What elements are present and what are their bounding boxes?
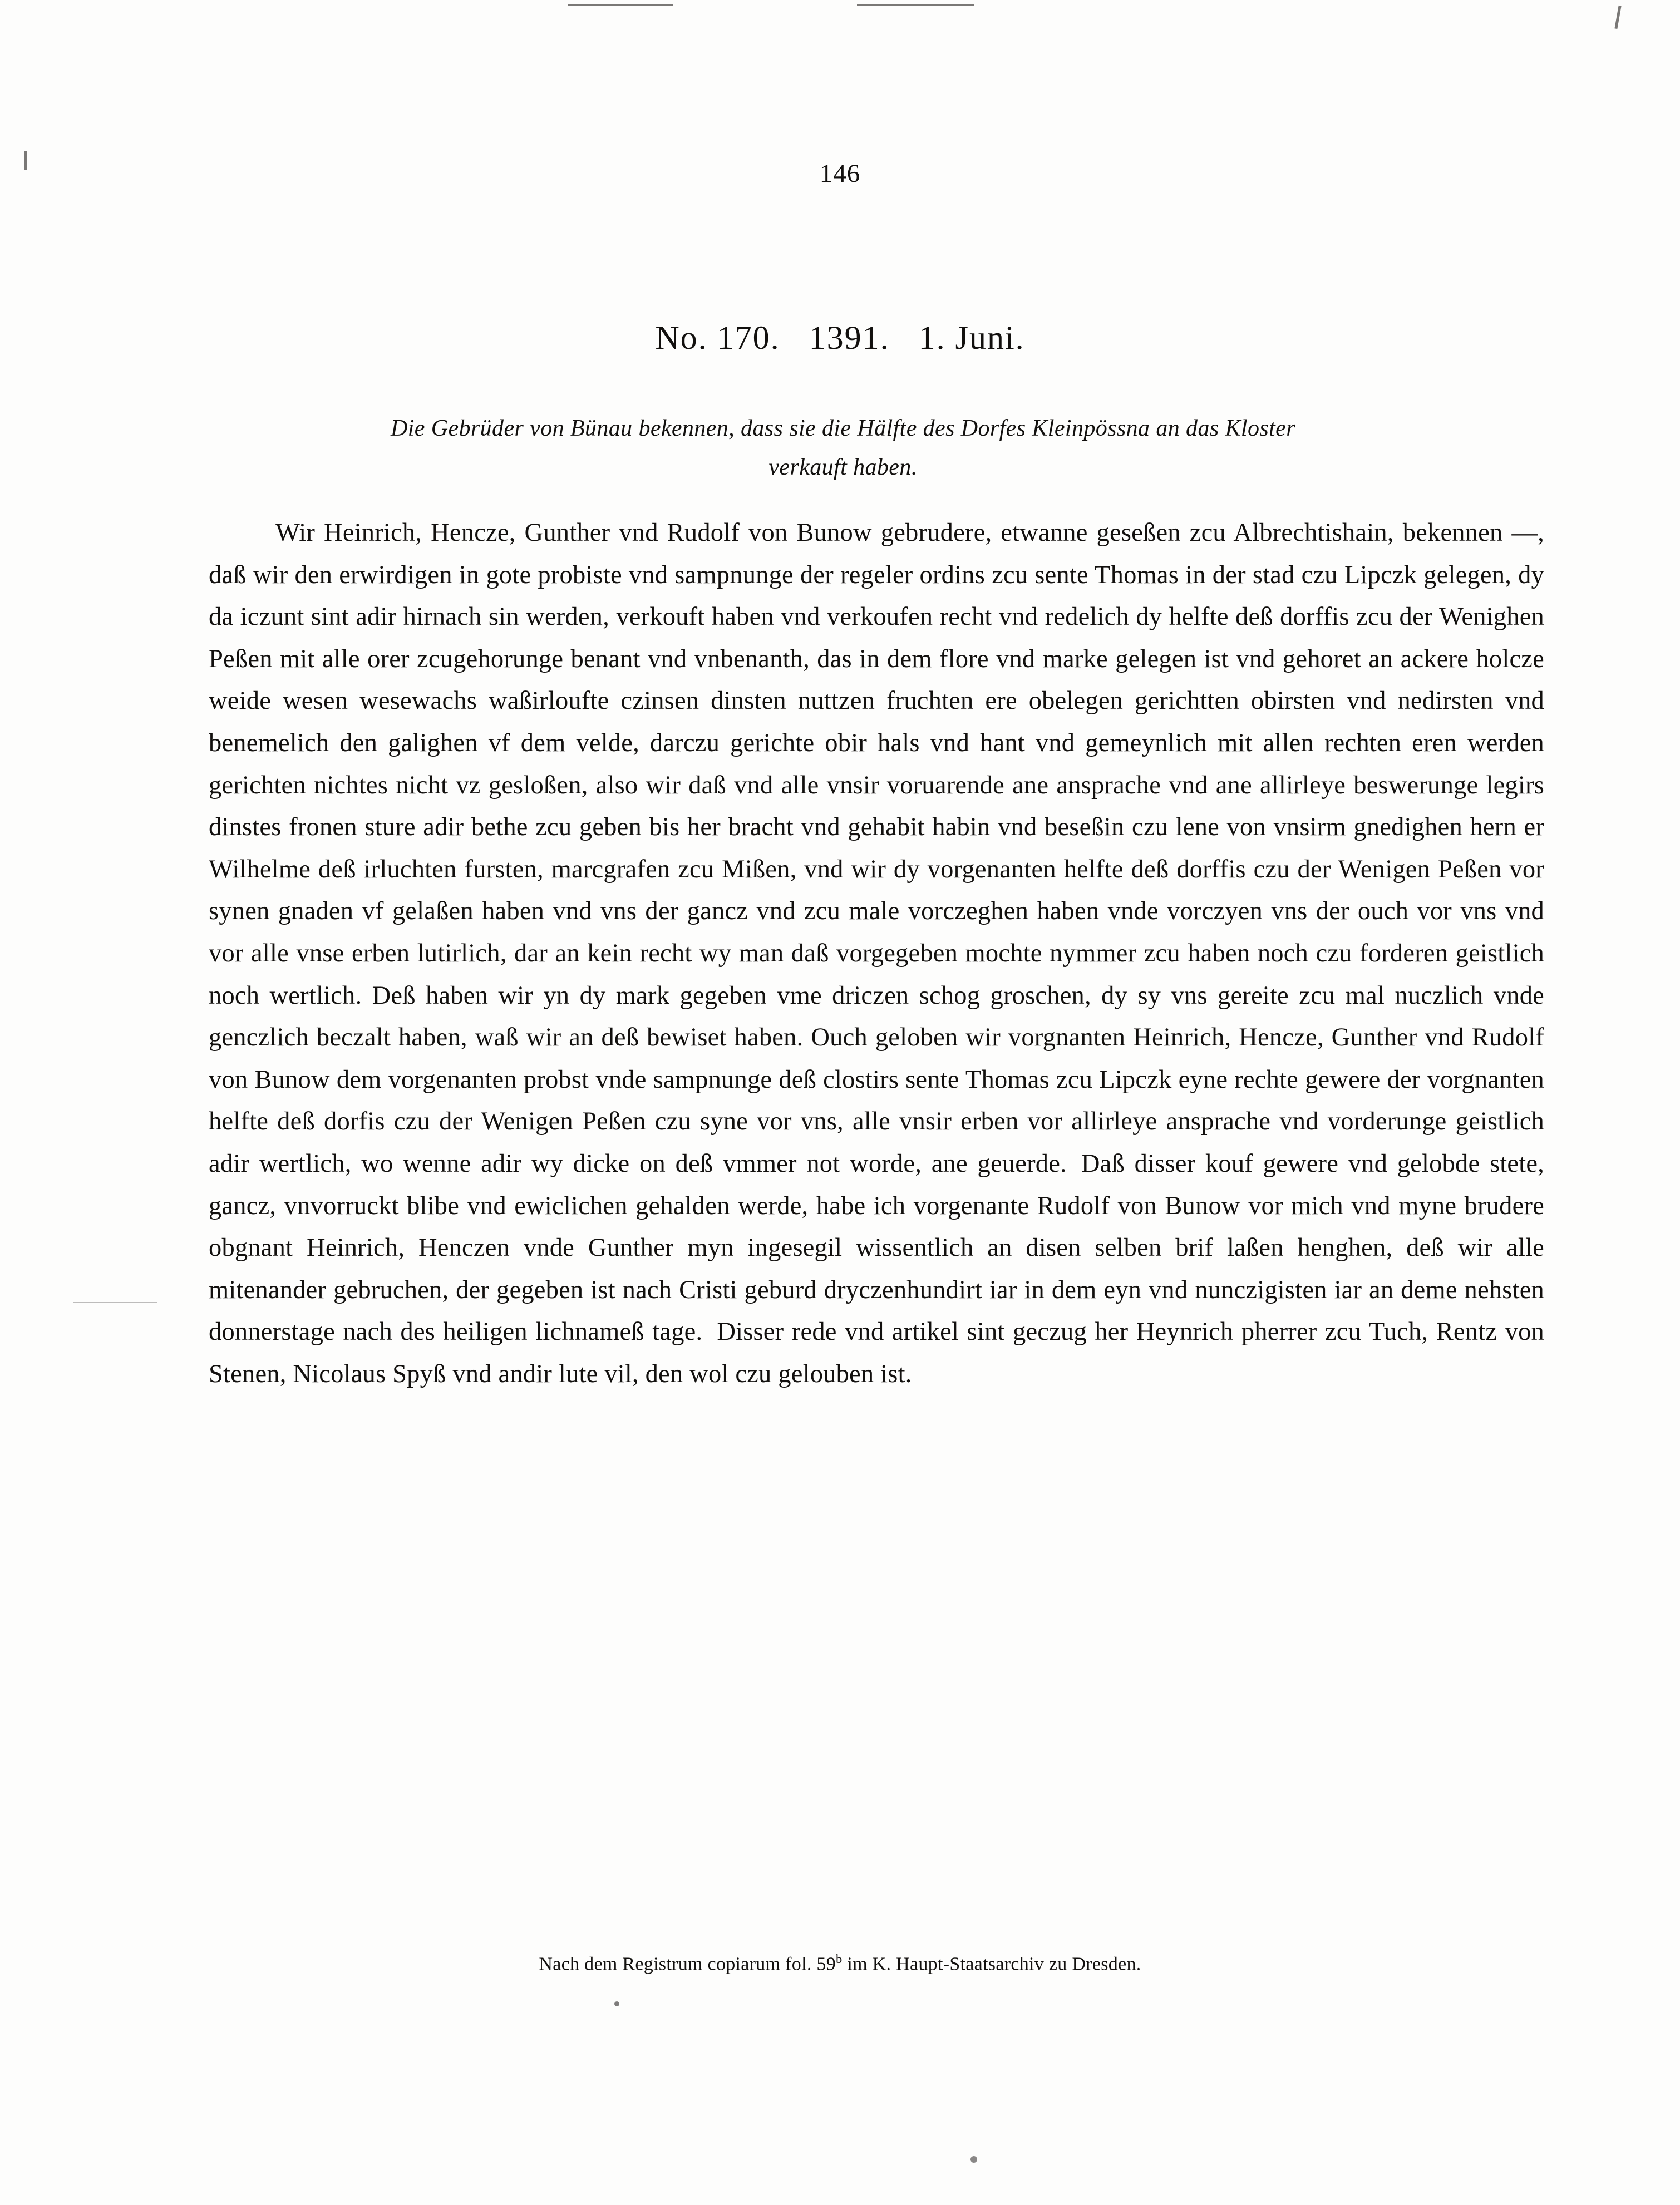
scan-artifact-top-left	[568, 4, 673, 6]
charter-body	[209, 512, 1544, 1395]
source-citation-suffix: im K. Haupt-Staatsarchiv zu Dresden.	[842, 1954, 1141, 1975]
scan-artifact-bottom-dot	[970, 2156, 977, 2163]
document-date: 1. Juni.	[918, 319, 1025, 356]
regest-line-1: Die Gebrüder von Bünau bekennen, dass sie die Hälfte des Dorfes Kleinpössna an das Kloster	[391, 416, 1295, 441]
document-heading	[0, 319, 1680, 357]
source-citation-prefix: Nach dem Registrum copiarum fol. 59	[539, 1954, 836, 1975]
scan-artifact-top-middle	[857, 4, 974, 6]
regest-line-2: verkauft haben.	[768, 455, 918, 480]
document-year: 1391.	[809, 319, 890, 356]
charter-paragraph	[209, 512, 1544, 1395]
scan-artifact-footer-dot	[614, 2001, 619, 2006]
charter-text-part-1: Wir Heinrich, Hencze, Gunther vnd Rudolf von Bunow gebrudere, etwanne geseßen zcu Albrechtishain, bekennen —, daß wir den erwirdigen in gote probiste vnd sampnunge der regeler ordins zcu sente Thomas in der stad czu Lipczk gelegen, dy da iczunt sint adir hirnach sin werden, verkouft haben vnd verkoufen recht vnd redelich dy helfte deß dorffis zcu der Wenighen Peßen mit alle orer zcugehorunge benant vnd vnbenanth, das in dem flore vnd marke gelegen ist vnd gehoret an ackere holcze weide wesen wesewachs waßirloufte czinsen dinsten nuttzen fruchten ere obelegen gerichtten obirsten vnd nedirsten vnd benemelich den galighen vf dem velde, darczu gerichte obir hals vnd hant vnd gemeynlich mit allen rechten eren werden gerichten nichtes nicht vz gesloßen, also wir daß vnd alle vnsir voruarende ane ansprache vnd ane allirleye beswerunge legirs dinstes fronen sture adir bethe zcu geben bis her bracht vnd gehabit habin vnd beseßin czu lene von vnsirm gnedighen hern er Wilhelme deß irluchten fursten, marcgrafen zcu Mißen, vnd wir dy vorgenanten helfte deß dorffis czu der Wenigen Peßen vor synen gnaden vf gelaßen haben vnd vns der gancz vnd zcu male vorczeghen haben vnde vorczyen vns der ouch vor vns vnd vor alle vnse erben lutirlich, dar an kein recht wy man daß vorgegeben mochte nymmer zcu haben noch czu forderen geistlich noch wertlich. Deß haben wir yn dy mark gegeben vme driczen schog groschen, dy sy vns gereite zcu mal nuczlich vnde genczlich beczalt haben, waß wir an deß bewiset haben. Ouch geloben wir vorgnanten Heinrich, Hencze, Gunther vnd Rudolf von Bunow dem vorgenanten probst vnde sampnunge deß clostirs sente Thomas zcu Lipczk eyne rechte gewere der vorgnanten helfte deß dorfis czu der Wenigen Peßen czu syne vor vns, alle vnsir erben vor allirleye ansprache vnd vorderunge geistlich adir wertlich, wo wenne adir wy dicke on deß vmmer not worde, ane geuerde.	[209, 519, 1544, 1178]
charter-text-part-2: Daß disser kouf gewere vnd gelobde stete, gancz, vnvorruckt blibe vnd ewiclichen gehalden werde, habe ich vorgenante Rudolf von Bunow vor mich vnd myne brudere obgnant Heinrich, Henczen vnde Gunther myn ingesegil wissentlich an disen selben brif laßen henghen, deß wir alle mitenander gebruchen, der gegeben ist nach Cristi geburd dryczenhundirt iar in dem eyn vnd nunczigisten iar an deme nehsten donnerstage nach des heiligen lichnameß tage.	[209, 1149, 1544, 1346]
scan-artifact-top-right	[1614, 6, 1621, 29]
source-citation-superscript: b	[836, 1952, 843, 1966]
source-citation	[0, 1952, 1680, 1975]
charter-text-part-3: Disser rede vnd artikel sint geczug her Heynrich pherrer zcu Tuch, Rentz von Stenen, Nicolaus Spyß vnd andir lute vil, den wol czu gelouben ist.	[209, 1318, 1544, 1388]
page-number: 146	[819, 159, 861, 188]
scan-artifact-left-middle	[73, 1302, 157, 1303]
document-number: No. 170.	[655, 319, 780, 356]
regest-summary	[206, 409, 1480, 487]
